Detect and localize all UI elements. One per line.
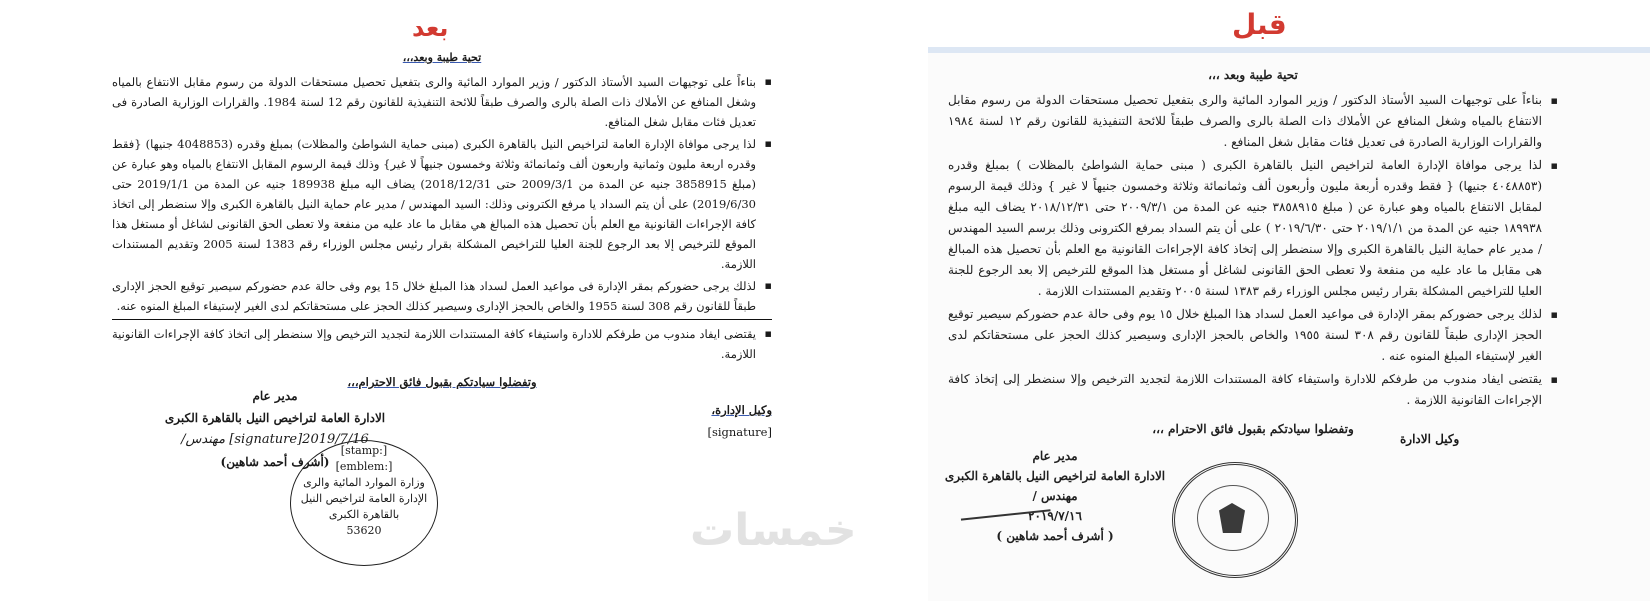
after-agent: وكيل الإدارة، <box>711 403 772 417</box>
before-manager-eng: مهندس / <box>1032 489 1078 503</box>
before-item-1: ▪ بناءاً على توجيهات السيد الأستاذ الدكتور / وزير الموارد المائية والرى بتفعيل تحصيل مستحقات الدولة من رسوم مقابل الانتفاع بالمياه وشغل المنافع عن الأملاك ذات الصلة بالرى والصرف طبقاً للائحة التنفيذية للقانون رقم ١٢ لسنة ١٩٨٤ والقرارات الوزارية الصادرة فى تعديل فئات مقابل شغل المنافع . <box>948 90 1558 153</box>
before-document <box>948 65 1558 448</box>
before-item-3: ▪ لذلك يرجى حضوركم بمقر الإدارة فى مواعيد العمل لسداد هذا المبلغ خلال ١٥ يوم وفى حالة عدم حضوركم سيصير توقيع الحجز الإدارى طبقاً للقانون رقم ٣٠٨ لسنة ١٩٥٥ والخاص بالحجز الإدارى وسيصير كذلك الحجز على مستحقاتكم لدى الغير لإستيفاء المبلغ المنوه عنه . <box>948 304 1558 367</box>
after-stamp-dept: الإدارة العامة لتراخيص النيل بالقاهرة الكبرى <box>300 492 428 521</box>
before-greeting: تحية طيبة وبعد ،،، <box>1208 68 1298 82</box>
before-items-list <box>948 90 1558 411</box>
after-signature: [signature] <box>707 425 772 439</box>
before-manager-date: ٢٠١٩/٧/١٦ <box>1028 509 1082 523</box>
after-stamp-label: [stamp:] <box>340 444 388 457</box>
after-stamp-ministry: وزارة الموارد المائية والرى <box>303 476 425 489</box>
after-manager-dept: الادارة العامة لتراخيص النيل بالقاهرة الكبرى <box>164 411 386 425</box>
before-manager-name: ( أشرف أحمد شاهين ) <box>996 529 1114 543</box>
after-stamp <box>290 440 438 566</box>
after-closing: وتفضلوا سيادتكم بقبول فائق الاحترام،،، <box>347 375 537 389</box>
before-stamp-seal-icon <box>1172 462 1298 578</box>
after-stamp-number: 53620 <box>346 524 382 537</box>
after-item-4: ▪ يقتضى ايفاد مندوب من طرفكم للادارة واستيفاء كافة المستندات اللازمة لتجديد الترخيص وإلا سنضطر إلى اتخاذ كافة الإجراءات القانونية اللازمة. <box>112 324 772 364</box>
after-emblem-label: [emblem:] <box>335 460 393 473</box>
after-manager-title: مدير عام <box>252 389 298 403</box>
watermark-logo: خمسات <box>690 505 857 556</box>
after-item-3: ▪ لذلك يرجى حضوركم بمقر الإدارة فى مواعيد العمل لسداد هذا المبلغ خلال 15 يوم وفى حالة عدم حضوركم سيصير توقيع الحجز الإدارى طبقاً للقانون رقم 308 لسنة 1955 والخاص بالحجز الإدارى وسيصير كذلك الحجز على مستحقاتكم لدى الغير لإستيفاء المبلغ المنوه عنه. <box>112 276 772 316</box>
after-last-items <box>112 324 772 364</box>
after-item-1: ▪ بناءاً على توجيهات السيد الأستاذ الدكتور / وزير الموارد المائية والرى بتفعيل تحصيل مستحقات الدولة من رسوم مقابل الانتفاع بالمياه وشغل المنافع عن الأملاك ذات الصلة بالرى والصرف طبقاً للائحة التنفيذية للقانون رقم 12 لسنة 1984. والقرارات الوزارية الصادرة فى تعديل فئات مقابل شغل المنافع. <box>112 72 772 132</box>
before-closing: وتفضلوا سيادتكم بقبول فائق الاحترام ،،، <box>1152 422 1354 436</box>
after-manager-date: 2019/7/16[signature] مهندس/ <box>181 432 369 447</box>
after-greeting: تحية طيبة وبعد،،، <box>402 51 482 64</box>
before-heading: قبل <box>1232 8 1287 41</box>
after-manager-name: (أشرف أحمد شاهين) <box>220 455 330 469</box>
before-manager-block <box>940 446 1170 546</box>
after-items-list <box>112 72 772 316</box>
before-item-4: ▪ يقتضى ايفاد مندوب من طرفكم للادارة واستيفاء كافة المستندات اللازمة لتجديد الترخيص وإلا سنضطر إلى إتخاذ كافة الإجراءات القانونية اللازمة . <box>948 369 1558 411</box>
before-item-2: ▪ لذا يرجى موافاة الإدارة العامة لتراخيص النيل بالقاهرة الكبرى ( مبنى حماية الشواطئ بالمظلات ) بمبلغ وقدره (٤٠٤٨٨٥٣ جنيها) { فقط وقدره أربعة مليون وأربعون ألف وثمانمائة وثلاثة وخمسون جنيهاً لا غير } وذلك قيمة الرسوم لمقابل الانتفاع بالمياه وهو عبارة عن ( مبلغ ٣٨٥٨٩١٥ جنيه عن المدة من ٢٠٠٩/٣/١ حتى ٢٠١٨/١٢/٣١ يضاف اليه مبلغ ١٨٩٩٣٨ جنيه عن المدة من ٢٠١٩/١/١ حتى ٢٠١٩/٦/٣٠ ) على أن يتم السداد بمرفع الكترونى وذلك برسم السيد المهندس / مدير عام حماية النيل بالقاهرة الكبرى وإلا سنضطر إلى إتخاذ كافة الإجراءات القانونية مع العلم بأن تحصيل هذه المبالغ هى مقابل ما عاد عليه من منفعة ولا تعطى الحق القانونى لشاغل أو مستغل هذا الموقع للترخيص إلا بعد الرجوع للجنة العليا للتراخيص المشكلة بقرار رئيس مجلس الوزراء رقم ١٣٨٣ لسنة ٢٠٠٥ وتقديم المستندات اللازمة . <box>948 155 1558 302</box>
after-item-2: ▪ لذا يرجى موافاة الإدارة العامة لتراخيص النيل بالقاهرة الكبرى (مبنى حماية الشواطئ والمظلات) بمبلغ وقدره (4048853 جنيها) {فقط وقدره اربعة مليون وثمانية واربعون ألف وثمانمائة وثلاثة وخمسون جنيهاً لا غير} وذلك قيمة الرسوم المقابل الانتفاع بالمياه وهو عبارة عن (مبلغ 3858915 جنيه عن المدة من 2009/3/1 حتى 2018/12/31) يضاف اليه مبلغ 189938 جنيه عن المدة من 2019/1/1 حتى 2019/6/30) على أن يتم السداد يا مرفع الكترونى وذلك: السيد المهندس / مدير عام حماية النيل بالقاهرة الكبرى وإلا سنضطر إلى اتخاذ كافة الإجراءات القانونية مع العلم بأن تحصيل هذه المبالغ هي مقابل ما عاد عليه من منفعة ولا تعطى الحق القانونى لشاغل أو مستغل هذا الموقع للترخيص إلا بعد الرجوع للجنة العليا للتراخيص المشكلة بقرار رئيس مجلس الوزراء رقم 1383 لسنة 2005 وتقديم المستندات اللازمة. <box>112 134 772 274</box>
after-heading: بعد <box>412 14 449 42</box>
before-agent: وكيل الادارة <box>1400 432 1460 446</box>
after-document <box>112 48 772 442</box>
before-manager-title: مدير عام <box>1032 449 1078 463</box>
after-divider <box>112 319 772 320</box>
before-manager-dept: الادارة العامة لتراخيص النيل بالقاهرة الكبرى <box>944 469 1166 483</box>
